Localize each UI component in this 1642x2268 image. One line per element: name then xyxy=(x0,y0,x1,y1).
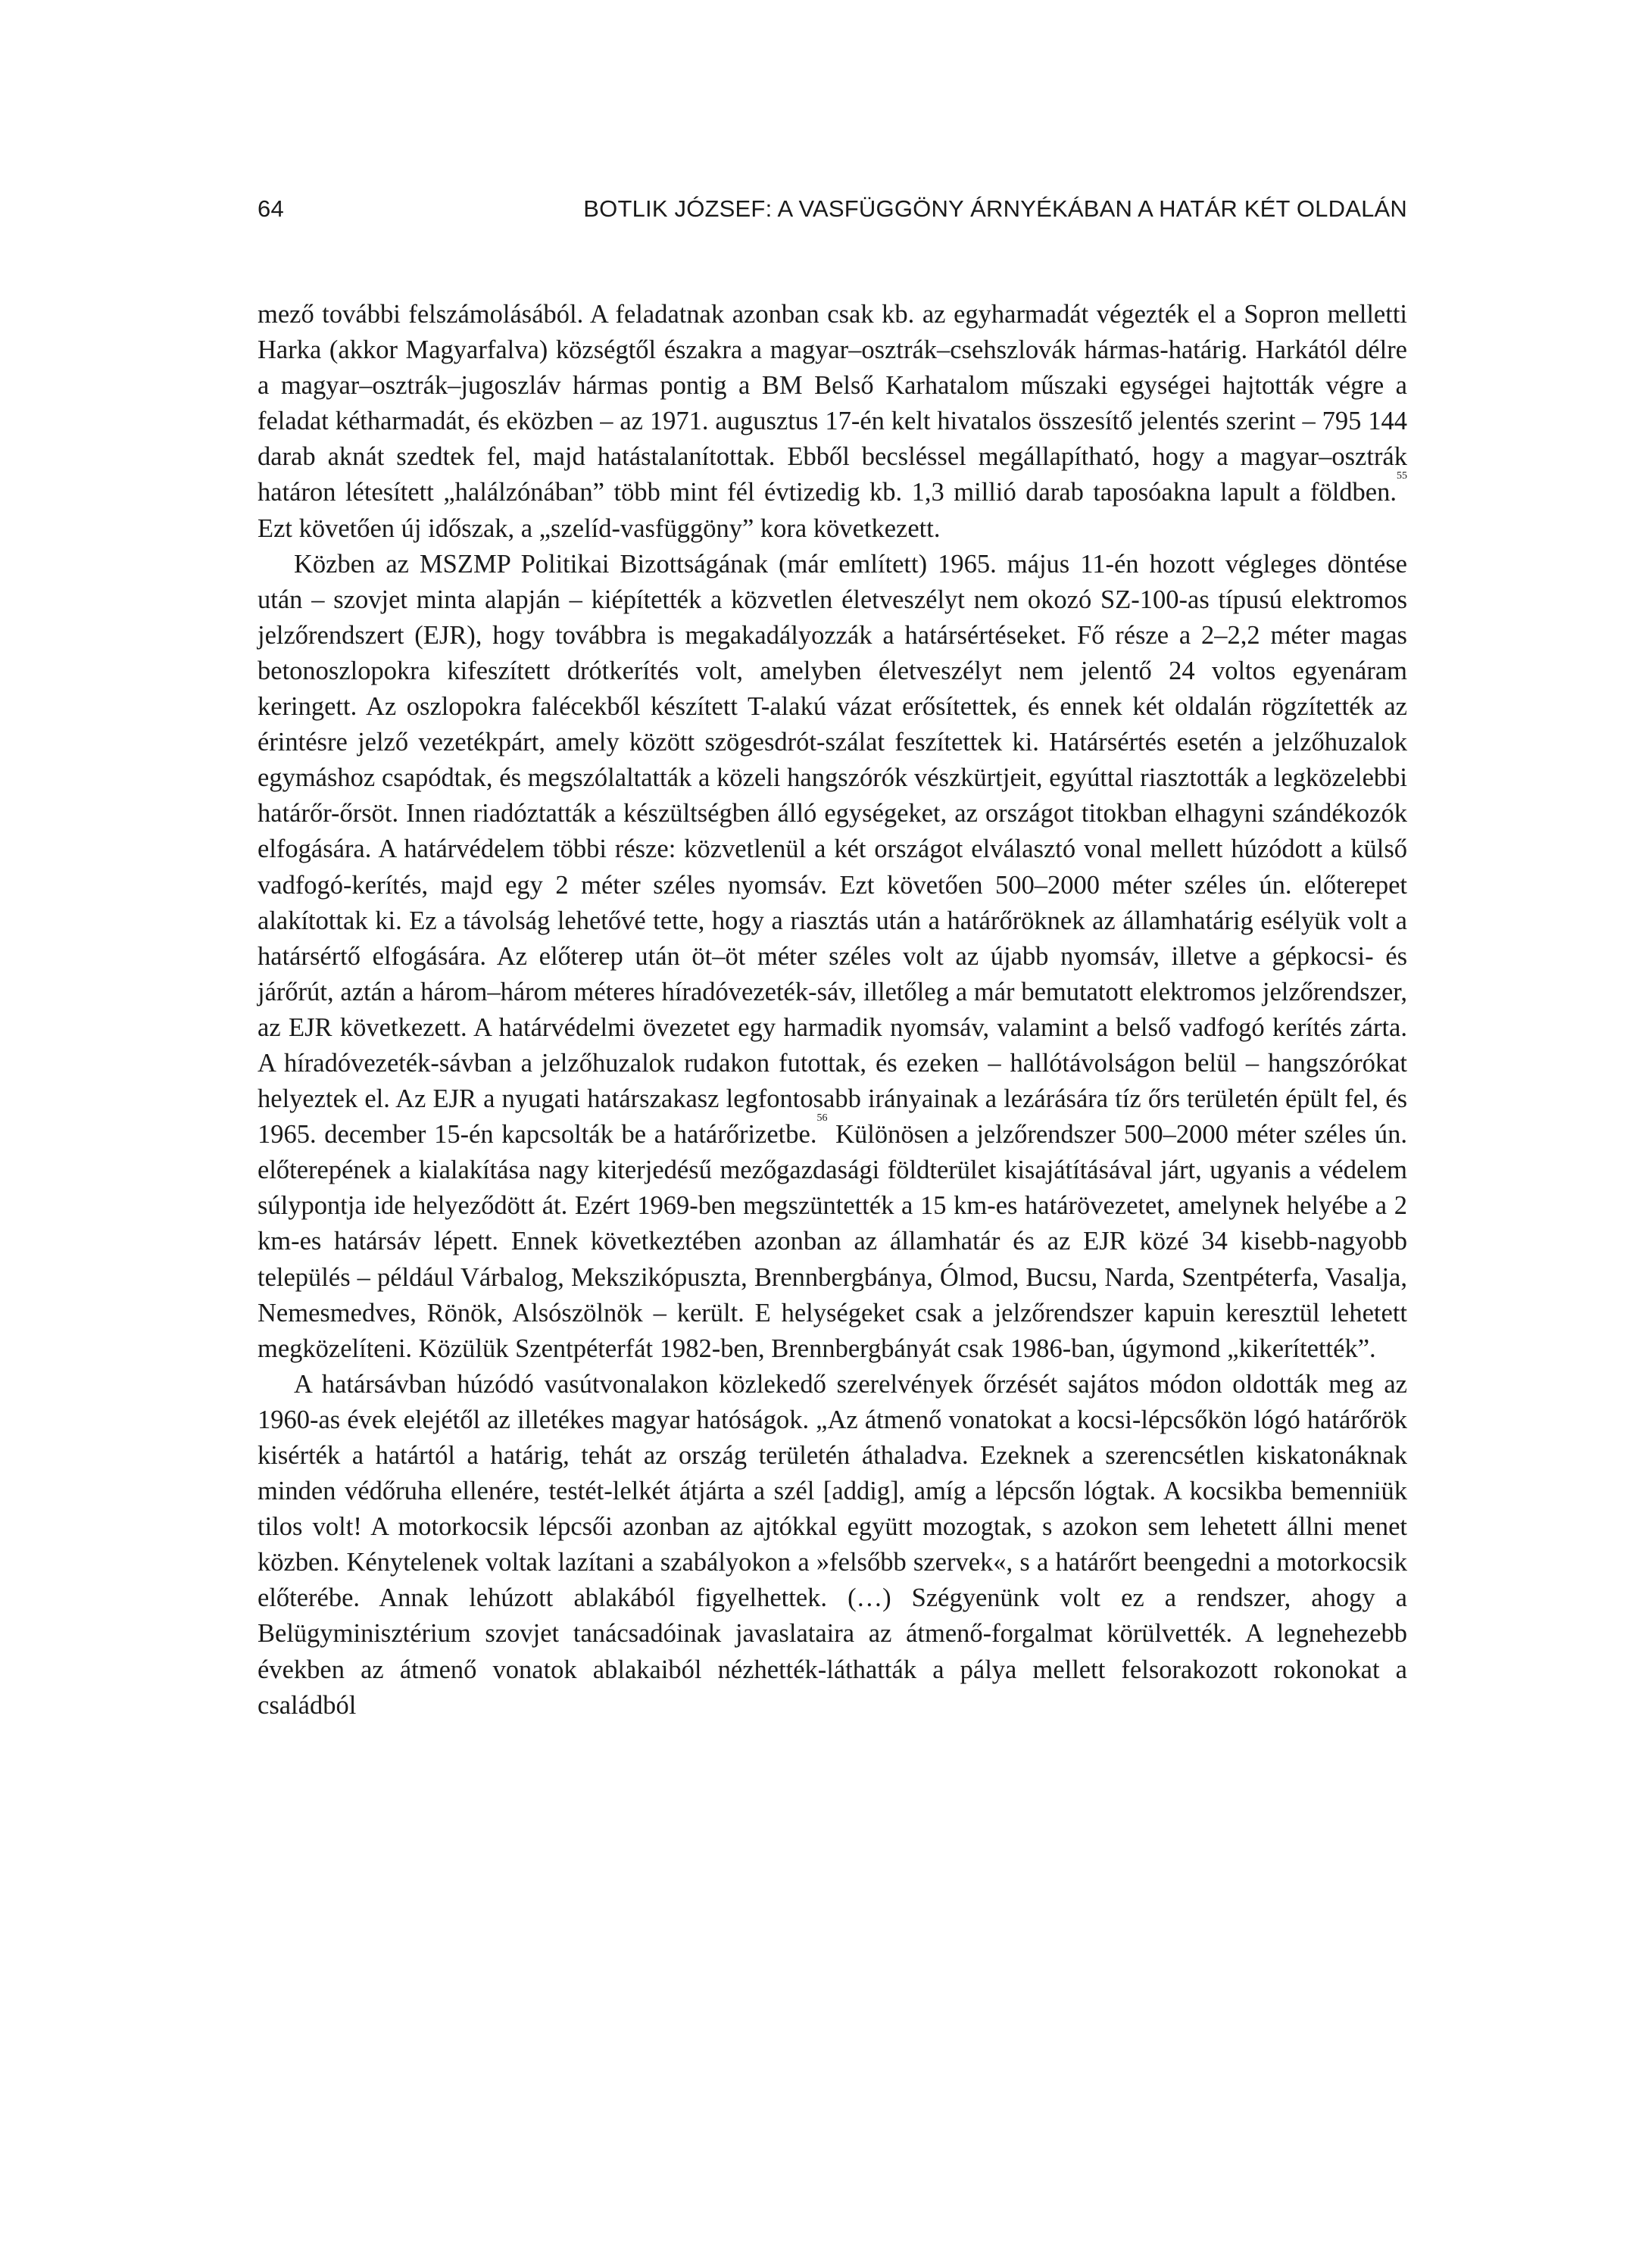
paragraph-text: Ezt követően új időszak, a „szelíd-vasfüggöny” kora következett. xyxy=(258,513,941,543)
page-number: 64 xyxy=(258,195,284,222)
paragraph-1 xyxy=(258,297,1407,547)
paragraph-3 xyxy=(258,1367,1407,1724)
body-text xyxy=(258,297,1407,1724)
running-title: BOTLIK JÓZSEF: A VASFÜGGÖNY ÁRNYÉKÁBAN A HATÁR KÉT OLDALÁN xyxy=(583,195,1407,222)
paragraph-text: A határsávban húzódó vasútvonalakon közlekedő szerelvények őrzését sajátos módon oldották meg az 1960-as évek elejétől az illetékes magyar hatóságok. „Az átmenő vonatokat a kocsi-lépcsőkön lógó határőrök kisérték a határtól a határig, tehát az ország területén áthaladva. Ezeknek a szerencsétlen kiskatonáknak minden védőruha ellenére, testét-lelkét átjárta a szél [addig], amíg a lépcsőn lógtak. A kocsikba bemenniük tilos volt! A motorkocsik lépcsői azonban az ajtókkal együtt mozogtak, s azokon sem lehetett állni menet közben. Kénytelenek voltak lazítani a szabályokon a »felsőbb szervek«, s a határőrt beengedni a motorkocsik előterébe. Annak lehúzott ablakából figyelhettek. (…) Szégyenünk volt ez a rendszer, ahogy a Belügyminisztérium szovjet tanácsadóinak javaslataira az átmenő-forgalmat körülvették. A legnehezebb években az átmenő vonatok ablakaiból nézhették-láthatták a pálya mellett felsorakozott rokonokat a családból xyxy=(258,1369,1407,1720)
paragraph-2 xyxy=(258,547,1407,1367)
paragraph-text: mező további felszámolásából. A feladatnak azonban csak kb. az egyharmadát végezték el a Sopron melletti Harka (akkor Magyarfalva) községtől északra a magyar–osztrák–csehszlovák hármas-határig. Harkától délre a magyar–osztrák–jugoszláv hármas pontig a BM Belső Karhatalom műszaki egységei hajtották végre a feladat kétharmadát, és eközben – az 1971. augusztus 17-én kelt hivatalos összesítő jelentés szerint – 795 144 darab aknát szedtek fel, majd hatástalanítottak. Ebből becsléssel megállapítható, hogy a magyar–osztrák határon létesített „halálzónában” több mint fél évtizedig kb. 1,3 millió darab taposóakna lapult a földben. xyxy=(258,300,1407,507)
paragraph-text: Közben az MSZMP Politikai Bizottságának (már említett) 1965. május 11-én hozott végleges döntése után – szovjet minta alapján – kiépítették a közvetlen életveszélyt nem okozó SZ-100-as típusú elektromos jelzőrendszert (EJR), hogy továbbra is megakadályozzák a határsértéseket. Fő része a 2–2,2 méter magas betonoszlopokra kifeszített drótkerítés volt, amelyben életveszélyt nem jelentő 24 voltos egyenáram keringett. Az oszlopokra falécekből készített T-alakú vázat erősítettek, és ennek két oldalán rögzítették az érintésre jelző vezetékpárt, amely között szögesdrót-szálat feszítettek ki. Határsértés esetén a jelzőhuzalok egymáshoz csapódtak, és megszólaltatták a közeli hangszórók vészkürtjeit, egyúttal riasztották a legközelebbi határőr-őrsöt. Innen riadóztatták a készültségben álló egységeket, az országot titokban elhagyni szándékozók elfogására. A határvédelem többi része: közvetlenül a két országot elválasztó vonal mellett húzódott a külső vadfogó-kerítés, majd egy 2 méter széles nyomsáv. Ezt követően 500–2000 méter széles ún. előterepet alakítottak ki. Ez a távolság lehetővé tette, hogy a riasztás után a határőröknek az államhatárig esélyük volt a határsértő elfogására. Az előterep után öt–öt méter széles volt az újabb nyomsáv, illetve a gépkocsi- és járőrút, aztán a három–három méteres híradóvezeték-sáv, illetőleg a már bemutatott elektromos jelzőrendszer, az EJR következett. A határvédelmi övezetet egy harmadik nyomsáv, valamint a belső vadfogó kerítés zárta. A híradóvezeték-sávban a jelzőhuzalok rudakon futottak, és ezeken – hallótávolságon belül – hangszórókat helyeztek el. Az EJR a nyugati határszakasz legfontosabb irányainak a lezárására tíz őrs területén épült fel, és 1965. december 15-én kapcsolták be a határőrizetbe. xyxy=(258,549,1407,1150)
footnote-ref-55[interactable]: 55 xyxy=(1397,470,1407,482)
page-header xyxy=(258,195,1407,226)
paragraph-text: Különösen a jelzőrendszer 500–2000 méter széles ún. előterepének a kialakítása nagy kiterjedésű mezőgazdasági földterület kisajátításával járt, ugyanis a védelem súlypontja ide helyeződött át. Ezért 1969-ben megszüntették a 15 km-es határövezetet, amelynek helyébe a 2 km-es határsáv lépett. Ennek következtében azonban az államhatár és az EJR közé 34 kisebb-nagyobb település – például Várbalog, Mekszikópuszta, Brennbergbánya, Ólmod, Bucsu, Narda, Szentpéterfa, Vasalja, Nemesmedves, Rönök, Alsószölnök – került. E helységeket csak a jelzőrendszer kapuin keresztül lehetett megközelíteni. Közülük Szentpéterfát 1982-ben, Brennbergbányát csak 1986-ban, úgymond „kikerítették”. xyxy=(258,1120,1407,1363)
footnote-ref-56[interactable]: 56 xyxy=(816,1112,828,1125)
